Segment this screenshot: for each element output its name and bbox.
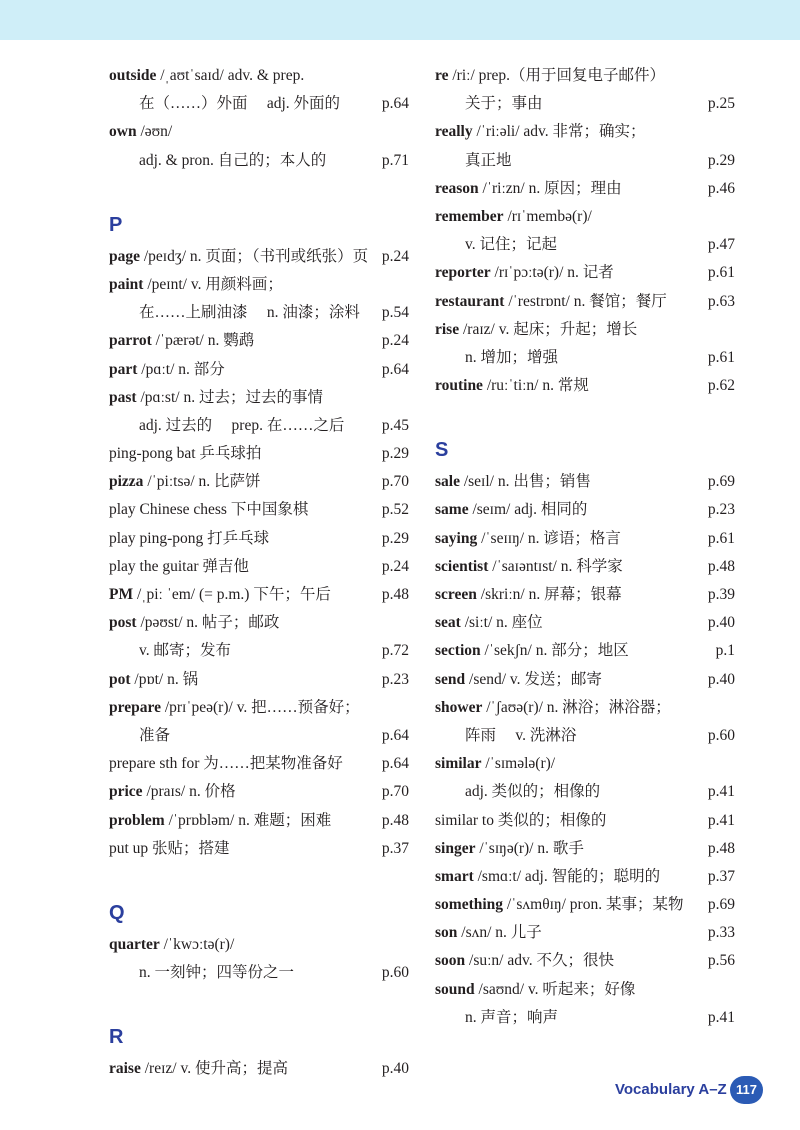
vocab-entry (435, 976, 735, 1004)
page-reference: p.40 (707, 670, 735, 688)
page-reference: p.60 (381, 964, 409, 982)
page-reference: p.39 (707, 586, 735, 603)
entry-text: quarter /ˈkwɔːtə(r)/ (109, 935, 235, 953)
entry-text: 阵雨 v. 洗淋浴 (465, 726, 577, 744)
page-reference: p.64 (381, 755, 409, 773)
page-reference: p.64 (381, 726, 409, 744)
vocab-entry (435, 947, 735, 975)
entry-text: shower /ˈʃaʊə(r)/ n. 淋浴；淋浴器； (435, 698, 671, 716)
entry-text: saying /ˈseɪɪŋ/ n. 谚语；格言 (435, 529, 621, 547)
section-letter (435, 432, 735, 468)
vocab-entry (109, 356, 409, 384)
right-column (435, 62, 735, 1032)
entry-text: 关于；事由 (465, 95, 543, 113)
vocab-entry (435, 62, 735, 90)
vocab-entry (109, 581, 409, 609)
entry-text: restaurant /ˈrestrɒnt/ n. 餐馆；餐厅 (435, 292, 667, 310)
vocab-entry (109, 118, 409, 146)
entry-text: same /seɪm/ adj. 相同的 (435, 501, 588, 519)
section-letter (109, 207, 409, 243)
vocab-entry (109, 243, 409, 271)
vocab-entry (435, 372, 735, 400)
entry-text: play Chinese chess 下中国象棋 (109, 501, 309, 519)
entry-text: page /peɪdʒ/ n. 页面；（书刊或纸张）页 (109, 247, 369, 265)
section-spacer (435, 400, 735, 428)
entry-continuation (109, 147, 409, 175)
vocab-entry (109, 778, 409, 806)
page-reference: p.63 (707, 292, 735, 310)
entry-continuation (109, 412, 409, 440)
vocab-entry (435, 609, 735, 637)
entry-text: adj. 类似的；相像的 (465, 783, 601, 801)
page-reference: p.37 (707, 867, 735, 885)
page-reference: p.41 (707, 783, 735, 801)
page-reference: p.29 (707, 151, 735, 169)
page-reference: p.61 (707, 348, 735, 366)
vocab-entry (435, 694, 735, 722)
entry-text: really /ˈriːəli/ adv. 非常；确实； (435, 123, 646, 141)
entry-text: section /ˈsekʃn/ n. 部分；地区 (435, 642, 629, 660)
entry-text: 真正地 (465, 151, 512, 169)
entry-text: n. 增加；增强 (465, 348, 559, 366)
entry-text: screen /skriːn/ n. 屏幕；银幕 (435, 586, 622, 603)
vocab-entry (435, 525, 735, 553)
entry-text: similar /ˈsɪmələ(r)/ (435, 755, 556, 773)
page-reference: p.48 (707, 557, 735, 575)
vocab-entry (109, 694, 409, 722)
vocab-entry (109, 62, 409, 90)
entry-text: n. 声音；响声 (465, 1008, 559, 1026)
entry-text: reporter /rɪˈpɔːtə(r)/ n. 记者 (435, 264, 614, 282)
vocab-entry (435, 666, 735, 694)
entry-text: prepare /prɪˈpeə(r)/ v. 把……预备好； (109, 698, 360, 716)
entry-continuation (109, 637, 409, 665)
top-color-band (0, 0, 800, 40)
entry-text: 在……上刷油漆 n. 油漆；涂料 (139, 304, 360, 322)
page-reference: p.24 (381, 557, 409, 575)
left-column (109, 62, 409, 1083)
entry-text: adj. 过去的 prep. 在……之后 (139, 416, 345, 434)
section-letter-text: R (109, 1026, 124, 1049)
entry-text: PM /ˌpiː ˈem/ (= p.m.) 下午；午后 (109, 586, 331, 603)
page-reference: p.62 (707, 377, 735, 395)
entry-continuation (435, 90, 735, 118)
vocab-entry (435, 637, 735, 665)
page-reference: p.45 (381, 416, 409, 434)
footer-section-label: Vocabulary A–Z (615, 1081, 727, 1098)
page-reference: p.24 (381, 247, 409, 265)
entry-text: 准备 (139, 726, 171, 744)
page-reference: p.64 (381, 360, 409, 378)
entry-text: paint /peɪnt/ v. 用颜料画； (109, 275, 283, 293)
entry-text: post /pəʊst/ n. 帖子；邮政 (109, 614, 280, 632)
entry-continuation (435, 231, 735, 259)
page-reference: p.29 (381, 529, 409, 547)
entry-text: raise /reɪz/ v. 使升高；提高 (109, 1060, 288, 1078)
vocab-entry (109, 440, 409, 468)
vocab-entry (435, 581, 735, 609)
entry-text: part /pɑːt/ n. 部分 (109, 360, 225, 378)
vocab-entry (435, 919, 735, 947)
vocab-entry (109, 271, 409, 299)
entry-text: pizza /ˈpiːtsə/ n. 比萨饼 (109, 473, 261, 491)
entry-text: singer /ˈsɪŋə(r)/ n. 歌手 (435, 839, 584, 857)
entry-continuation (435, 344, 735, 372)
vocab-entry (109, 468, 409, 496)
vocab-entry (435, 496, 735, 524)
page-reference: p.72 (381, 642, 409, 660)
vocab-entry (109, 525, 409, 553)
vocab-entry (109, 807, 409, 835)
vocab-entry (109, 553, 409, 581)
page-reference: p.40 (707, 614, 735, 632)
page-reference: p.54 (381, 304, 409, 322)
page-reference: p.41 (707, 811, 735, 829)
page-reference: p.47 (707, 236, 735, 254)
entry-continuation (109, 959, 409, 987)
vocab-entry (435, 835, 735, 863)
entry-text: remember /rɪˈmembə(r)/ (435, 207, 592, 225)
entry-text: ping-pong bat 乒乓球拍 (109, 445, 262, 463)
section-letter-text: P (109, 213, 123, 236)
vocab-entry (435, 468, 735, 496)
vocab-entry (435, 203, 735, 231)
entry-text: adj. & pron. 自己的；本人的 (139, 151, 327, 169)
entry-text: v. 记住；记起 (465, 236, 557, 254)
vocab-entry (109, 835, 409, 863)
vocab-entry (435, 316, 735, 344)
section-letter-text: S (435, 439, 449, 462)
section-spacer (109, 863, 409, 891)
entry-text: rise /raɪz/ v. 起床；升起；增长 (435, 320, 638, 338)
section-spacer (109, 175, 409, 203)
vocab-entry (109, 1055, 409, 1083)
page-reference: p.64 (381, 95, 409, 113)
section-spacer (109, 987, 409, 1015)
section-letter (109, 1019, 409, 1055)
entry-continuation (435, 147, 735, 175)
vocab-entry (109, 931, 409, 959)
page-reference: p.29 (381, 445, 409, 463)
vocab-entry (435, 175, 735, 203)
page-reference: p.48 (381, 811, 409, 829)
vocab-entry (435, 288, 735, 316)
entry-text: prepare sth for 为……把某物准备好 (109, 755, 343, 773)
section-letter (109, 895, 409, 931)
page-reference: p.69 (707, 896, 735, 914)
page-reference: p.61 (707, 529, 735, 547)
entry-text: price /praɪs/ n. 价格 (109, 783, 236, 801)
entry-text: seat /siːt/ n. 座位 (435, 614, 543, 632)
vocab-entry (435, 863, 735, 891)
entry-text: sale /seɪl/ n. 出售；销售 (435, 473, 591, 491)
page-reference: p.24 (381, 332, 409, 350)
entry-continuation (435, 778, 735, 806)
vocab-entry (109, 750, 409, 778)
entry-text: 在（……）外面 adj. 外面的 (139, 95, 341, 113)
vocab-entry (435, 750, 735, 778)
entry-continuation (109, 90, 409, 118)
entry-text: send /send/ v. 发送；邮寄 (435, 670, 602, 688)
entry-text: re /riː/ prep.（用于回复电子邮件） (435, 67, 666, 84)
page-reference: p.23 (381, 670, 409, 688)
page-reference: p.56 (707, 952, 735, 970)
entry-text: son /sʌn/ n. 儿子 (435, 924, 542, 942)
entry-continuation (435, 1004, 735, 1032)
page-reference: p.46 (707, 179, 735, 197)
page-reference: p.70 (381, 783, 409, 801)
entry-continuation (109, 299, 409, 327)
entry-text: routine /ruːˈtiːn/ n. 常规 (435, 377, 589, 395)
entry-text: play ping-pong 打乒乓球 (109, 529, 270, 547)
entry-text: n. 一刻钟；四等份之一 (139, 964, 295, 982)
entry-text: play the guitar 弹吉他 (109, 557, 249, 575)
vocab-entry (435, 259, 735, 287)
vocab-entry (435, 553, 735, 581)
entry-continuation (109, 722, 409, 750)
entry-text: smart /smɑːt/ adj. 智能的；聪明的 (435, 867, 661, 885)
page-reference: p.40 (381, 1060, 409, 1078)
vocab-entry (435, 118, 735, 146)
entry-text: sound /saʊnd/ v. 听起来；好像 (435, 980, 636, 998)
vocab-entry (109, 609, 409, 637)
entry-text: put up 张贴；搭建 (109, 839, 230, 857)
page-reference: p.23 (707, 501, 735, 519)
entry-text: own /əʊn/ (109, 123, 173, 141)
page-reference: p.25 (707, 95, 735, 113)
page-reference: p.48 (381, 586, 409, 603)
page-reference: p.71 (381, 151, 409, 169)
page-reference: p.33 (707, 924, 735, 942)
entry-text: past /pɑːst/ n. 过去；过去的事情 (109, 388, 323, 406)
page-reference: p.70 (381, 473, 409, 491)
page-reference: p.52 (381, 501, 409, 519)
entry-text: reason /ˈriːzn/ n. 原因；理由 (435, 179, 622, 197)
vocab-entry (435, 891, 735, 919)
entry-text: outside /ˌaʊtˈsaɪd/ adv. & prep. (109, 67, 305, 84)
entry-text: similar to 类似的；相像的 (435, 811, 607, 829)
entry-text: something /ˈsʌmθɪŋ/ pron. 某事；某物 (435, 896, 684, 914)
vocab-entry (109, 666, 409, 694)
page-reference: p.60 (707, 726, 735, 744)
page-reference: p.48 (707, 839, 735, 857)
section-letter-text: Q (109, 901, 125, 924)
page-reference: p.61 (707, 264, 735, 282)
entry-text: soon /suːn/ adv. 不久；很快 (435, 952, 614, 970)
page-reference: p.1 (715, 642, 735, 660)
vocab-entry (109, 496, 409, 524)
entry-text: v. 邮寄；发布 (139, 642, 231, 660)
vocab-entry (435, 807, 735, 835)
entry-text: scientist /ˈsaɪəntɪst/ n. 科学家 (435, 557, 623, 575)
entry-text: pot /pɒt/ n. 锅 (109, 670, 199, 688)
page-number-badge: 117 (730, 1076, 763, 1104)
page-reference: p.69 (707, 473, 735, 491)
vocab-entry (109, 384, 409, 412)
entry-text: problem /ˈprɒbləm/ n. 难题；困难 (109, 811, 332, 829)
entry-continuation (435, 722, 735, 750)
vocab-entry (109, 327, 409, 355)
page-reference: p.41 (707, 1008, 735, 1026)
page-reference: p.37 (381, 839, 409, 857)
entry-text: parrot /ˈpærət/ n. 鹦鹉 (109, 332, 255, 350)
